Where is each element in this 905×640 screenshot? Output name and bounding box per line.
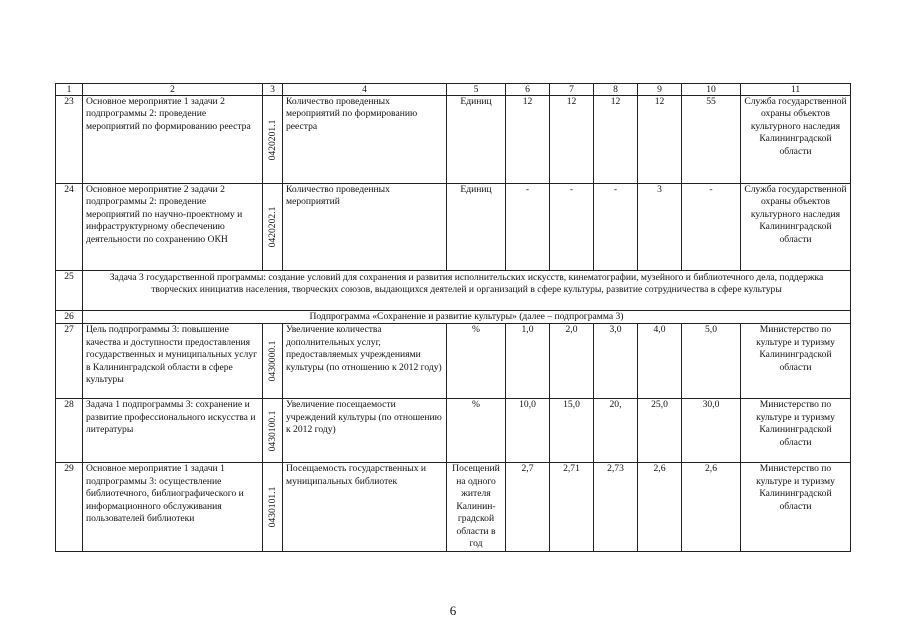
value-col8: 12: [594, 96, 638, 184]
indicator-name: Количество проведенных мероприятий: [283, 184, 447, 271]
value-col8: 20,: [594, 399, 638, 463]
budget-code: 0430101.1: [266, 486, 278, 528]
table-row: [56, 271, 851, 311]
table-row: [56, 399, 851, 463]
value-col6: 2,7: [506, 463, 550, 551]
value-col10: 5,0: [682, 324, 741, 399]
value-col10: 55: [682, 96, 741, 184]
measure-name: Основное мероприятие 1 задачи 2 подпрограммы 2: проведение мероприятий по формированию реестра: [83, 96, 263, 184]
executor: Служба государственной охраны объектов культурного наследия Калининградской области: [741, 184, 851, 271]
column-number: 9: [638, 84, 682, 96]
value-col7: 2,71: [550, 463, 594, 551]
budget-code: 0420201.1: [266, 119, 278, 160]
budget-code-cell: [263, 324, 283, 399]
value-col7: -: [550, 184, 594, 271]
row-number: 26: [56, 311, 83, 324]
budget-code-cell: [263, 184, 283, 271]
measure-name: Задача 1 подпрограммы 3: сохранение и развитие профессионального искусства и литературы: [83, 399, 263, 463]
page-number: 6: [449, 603, 457, 618]
row-number: 29: [56, 463, 83, 551]
column-number: 11: [741, 84, 851, 96]
indicator-name: Увеличение количества дополнительных услуг, предоставляемых учреждениями культуры (по отношению к 2012 году): [283, 324, 447, 399]
value-col9: 2,6: [638, 463, 682, 551]
table-row: [56, 311, 851, 324]
executor: Министерство по культуре и туризму Калининградской области: [741, 324, 851, 399]
table-row: [56, 463, 851, 551]
budget-code: 0430000.1: [266, 341, 278, 382]
column-number: 3: [263, 84, 283, 96]
executor: Служба государственной охраны объектов культурного наследия Калининградской области: [741, 96, 851, 184]
column-number: 7: [550, 84, 594, 96]
value-col7: 12: [550, 96, 594, 184]
unit: Единиц: [447, 184, 506, 271]
budget-code-cell: [263, 96, 283, 184]
column-number: 6: [506, 84, 550, 96]
value-col8: -: [594, 184, 638, 271]
measure-name: Основное мероприятие 2 задачи 2 подпрограммы 2: проведение мероприятий по научно-проектному и инфраструктурному обеспечению деятельности по сохранению ОКН: [83, 184, 263, 271]
row-number: 23: [56, 96, 83, 184]
value-col6: 10,0: [506, 399, 550, 463]
row-number: 28: [56, 399, 83, 463]
value-col10: -: [682, 184, 741, 271]
value-col6: 12: [506, 96, 550, 184]
unit: Единиц: [447, 96, 506, 184]
budget-code: 0420202.1: [266, 206, 278, 248]
value-col9: 4,0: [638, 324, 682, 399]
value-col6: -: [506, 184, 550, 271]
row-number: 25: [56, 271, 83, 311]
program-task-heading: Задача 3 государственной программы: создание условий для сохранения и развития исполнительских искусств, кинематографии, музейного и библиотечного дела, поддержка творческих инициатив населения, творческих союзов, выдающихся деятелей и организаций в сфере культуры, развитие сотрудничества в сфере культуры: [83, 271, 851, 311]
value-col9: 3: [638, 184, 682, 271]
column-number-row: [56, 84, 851, 96]
value-col8: 2,73: [594, 463, 638, 551]
value-col9: 12: [638, 96, 682, 184]
row-number: 27: [56, 324, 83, 399]
value-col10: 2,6: [682, 463, 741, 551]
column-number: 2: [83, 84, 263, 96]
table-row: [56, 96, 851, 184]
value-col6: 1,0: [506, 324, 550, 399]
budget-code: 0430100.1: [266, 410, 278, 452]
value-col7: 15,0: [550, 399, 594, 463]
column-number: 8: [594, 84, 638, 96]
indicators-table: [55, 83, 851, 552]
indicator-name: Увеличение посещаемости учреждений культуры (по отношению к 2012 году): [283, 399, 447, 463]
value-col7: 2,0: [550, 324, 594, 399]
indicator-name: Посещаемость государственных и муниципальных библиотек: [283, 463, 447, 551]
table-row: [56, 324, 851, 399]
indicator-name: Количество проведенных мероприятий по формированию реестра: [283, 96, 447, 184]
value-col10: 30,0: [682, 399, 741, 463]
executor: Министерство по культуре и туризму Калининградской области: [741, 399, 851, 463]
table-row: [56, 184, 851, 271]
measure-name: Основное мероприятие 1 задачи 1 подпрограммы 3: осуществление библиотечного, библиографического и информационного обслуживания пользователей библиотеки: [83, 463, 263, 551]
unit: %: [447, 324, 506, 399]
value-col9: 25,0: [638, 399, 682, 463]
value-col8: 3,0: [594, 324, 638, 399]
row-number: 24: [56, 184, 83, 271]
executor: Министерство по культуре и туризму Калининградской области: [741, 463, 851, 551]
column-number: 5: [447, 84, 506, 96]
budget-code-cell: [263, 463, 283, 551]
unit: %: [447, 399, 506, 463]
budget-code-cell: [263, 399, 283, 463]
unit: Посещений на одного жителя Калинин-градской области в год: [447, 463, 506, 551]
measure-name: Цель подпрограммы 3: повышение качества и доступности предоставления государственных и муниципальных услуг в Калининградской области в сфере культуры: [83, 324, 263, 399]
subprogram-heading: Подпрограмма «Сохранение и развитие культуры» (далее – подпрограмма 3): [83, 311, 851, 324]
column-number: 1: [56, 84, 83, 96]
column-number: 4: [283, 84, 447, 96]
column-number: 10: [682, 84, 741, 96]
